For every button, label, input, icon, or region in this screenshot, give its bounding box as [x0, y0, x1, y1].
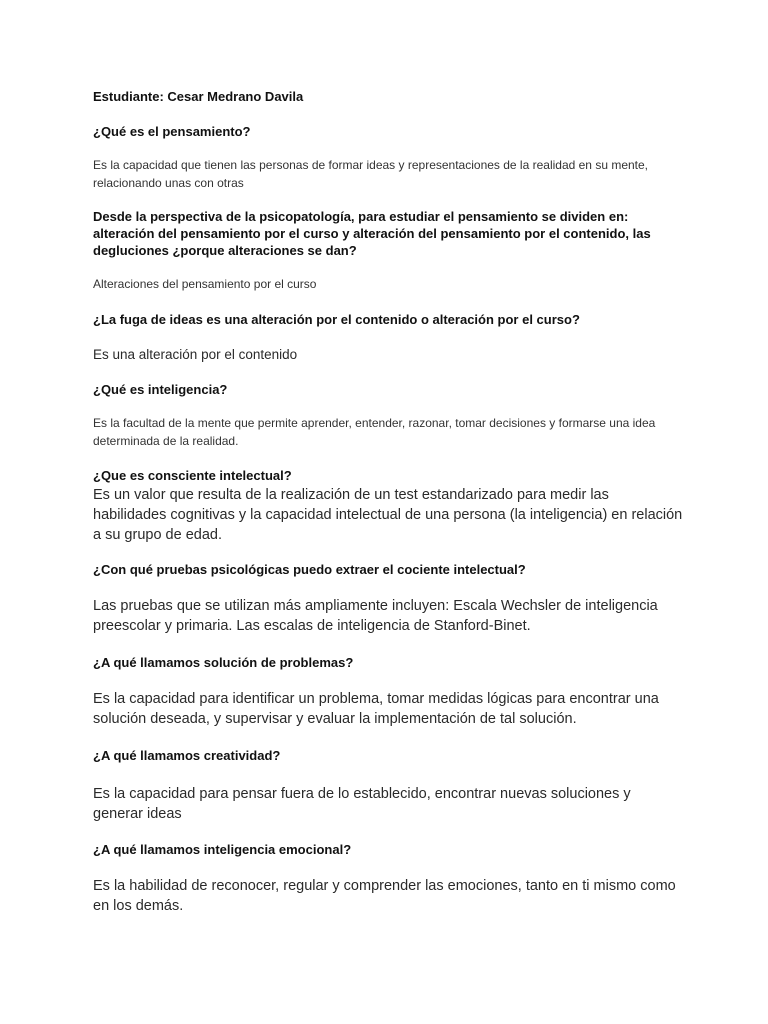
- question-fuga-de-ideas: ¿La fuga de ideas es una alteración por el contenido o alteración por el curso?: [93, 312, 580, 327]
- question-psicopatologia: Desde la perspectiva de la psicopatología, para estudiar el pensamiento se dividen en: alteración del pensamiento por el curso y alteración del pensamiento por el contenido, las degluciones ¿porque alteraciones se dan?: [93, 209, 651, 258]
- answer-consciente-intelectual: Es un valor que resulta de la realización de un test estandarizado para medir las habilidades cognitivas y la capacidad intelectual de una persona (la inteligencia) en relación a su grupo de edad.: [93, 487, 683, 543]
- answer-creatividad: Es la capacidad para pensar fuera de lo establecido, encontrar nuevas soluciones y generar ideas: [93, 786, 631, 822]
- answer-inteligencia-emocional: Es la habilidad de reconocer, regular y comprender las emociones, tanto en ti mismo como en los demás.: [93, 878, 676, 914]
- question-inteligencia: ¿Qué es inteligencia?: [93, 382, 228, 397]
- answer-psicopatologia: Alteraciones del pensamiento por el curso: [93, 277, 317, 291]
- answer-fuga-de-ideas: Es una alteración por el contenido: [93, 347, 298, 362]
- student-name: Estudiante: Cesar Medrano Davila: [93, 89, 304, 104]
- question-consciente-intelectual: ¿Que es consciente intelectual?: [93, 468, 292, 483]
- answer-pensamiento: Es la capacidad que tienen las personas de formar ideas y representaciones de la realidad en su mente, relacionando unas con otras: [93, 158, 649, 190]
- question-pensamiento: ¿Qué es el pensamiento?: [93, 124, 251, 139]
- answer-solucion-problemas: Es la capacidad para identificar un problema, tomar medidas lógicas para encontrar una solución deseada, y supervisar y evaluar la implementación de tal solución.: [93, 691, 659, 727]
- question-pruebas-psicologicas: ¿Con qué pruebas psicológicas puedo extraer el cociente intelectual?: [93, 562, 526, 577]
- question-solucion-problemas: ¿A qué llamamos solución de problemas?: [93, 655, 354, 670]
- answer-inteligencia: Es la facultad de la mente que permite aprender, entender, razonar, tomar decisiones y formarse una idea determinada de la realidad.: [93, 416, 656, 448]
- question-creatividad: ¿A qué llamamos creatividad?: [93, 748, 281, 763]
- answer-pruebas-psicologicas: Las pruebas que se utilizan más ampliamente incluyen: Escala Wechsler de inteligencia preescolar y primaria. Las escalas de inteligencia de Stanford-Binet.: [93, 598, 658, 634]
- question-inteligencia-emocional: ¿A qué llamamos inteligencia emocional?: [93, 842, 352, 857]
